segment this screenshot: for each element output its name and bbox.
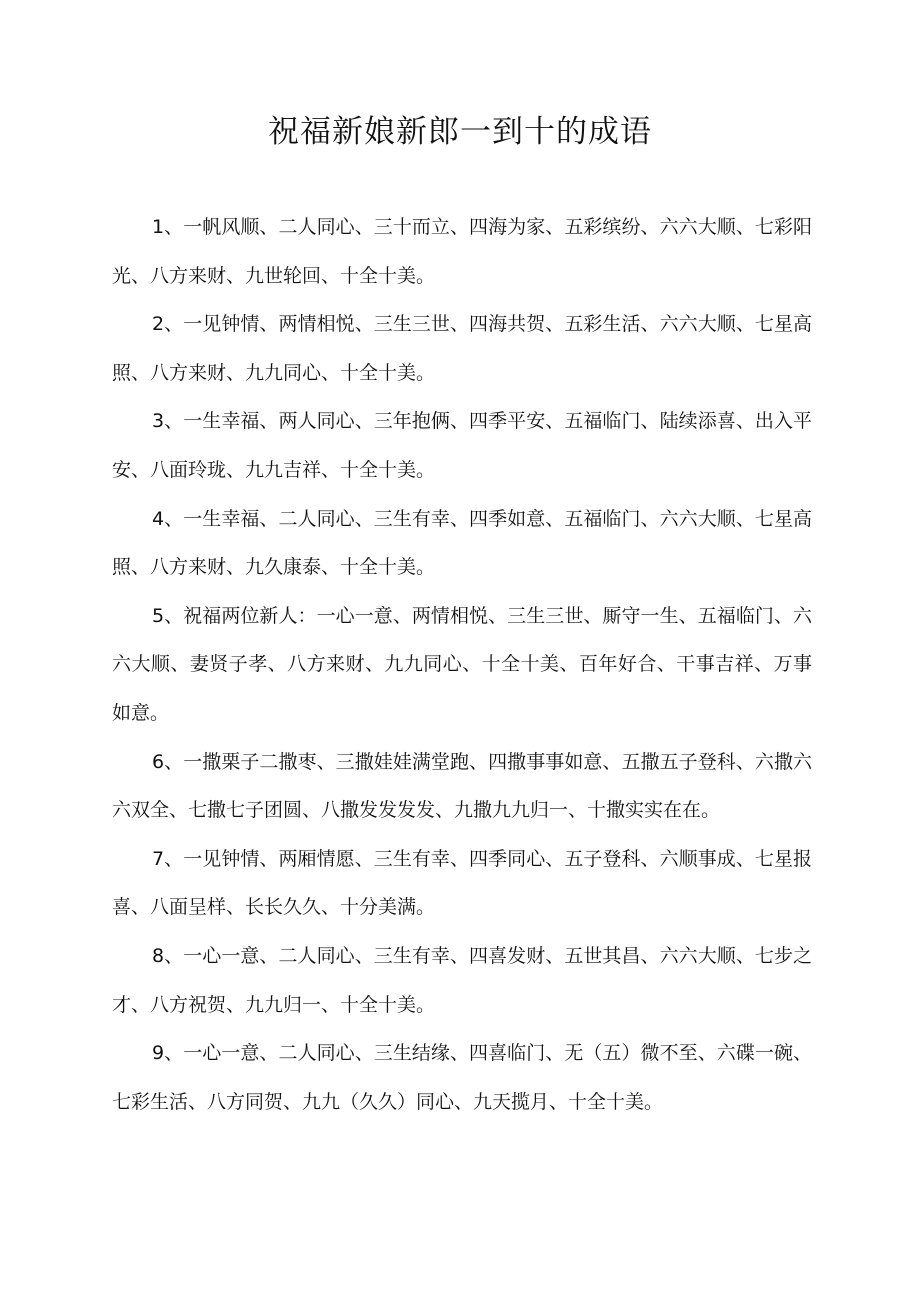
paragraph-2: 2、一见钟情、两情相悦、三生三世、四海共贺、五彩生活、六六大顺、七星高照、八方来财、九九同心、十全十美。 — [112, 313, 812, 384]
paragraph-1: 1、一帆风顺、二人同心、三十而立、四海为家、五彩缤纷、六六大顺、七彩阳光、八方来财、九世轮回、十全十美。 — [112, 216, 812, 287]
paragraph-9: 9、一心一意、二人同心、三生结缘、四喜临门、无（五）微不至、六碟一碗、七彩生活、八方同贺、九九（久久）同心、九天揽月、十全十美。 — [112, 1042, 812, 1113]
paragraph-8: 8、一心一意、二人同心、三生有幸、四喜发财、五世其昌、六六大顺、七步之才、八方祝贺、九九归一、十全十美。 — [112, 944, 812, 1016]
paragraph-6: 6、一撒栗子二撒枣、三撒娃娃满堂跑、四撒事事如意、五撒五子登科、六撒六六双全、七撒七子团圆、八撒发发发发、九撒九九归一、十撒实实在在。 — [112, 750, 812, 822]
paragraph-7: 7、一见钟情、两厢情愿、三生有幸、四季同心、五子登科、六顺事成、七星报喜、八面呈样、长长久久、十分美满。 — [112, 847, 812, 919]
paragraph-5: 5、祝福两位新人：一心一意、两情相悦、三生三世、厮守一生、五福临门、六六大顺、妻贤子孝、八方来财、九九同心、十全十美、百年好合、干事吉祥、万事如意。 — [112, 604, 812, 724]
paragraph-3: 3、一生幸福、两人同心、三年抱俩、四季平安、五福临门、陆续添喜、出入平安、八面玲珑、九九吉祥、十全十美。 — [112, 410, 812, 481]
document-title: 祝福新娘新郎一到十的成语 — [268, 114, 652, 150]
document-body — [112, 203, 812, 1126]
paragraph-4: 4、一生幸福、二人同心、三生有幸、四季如意、五福临门、六六大顺、七星高照、八方来财、九久康泰、十全十美。 — [112, 507, 812, 579]
